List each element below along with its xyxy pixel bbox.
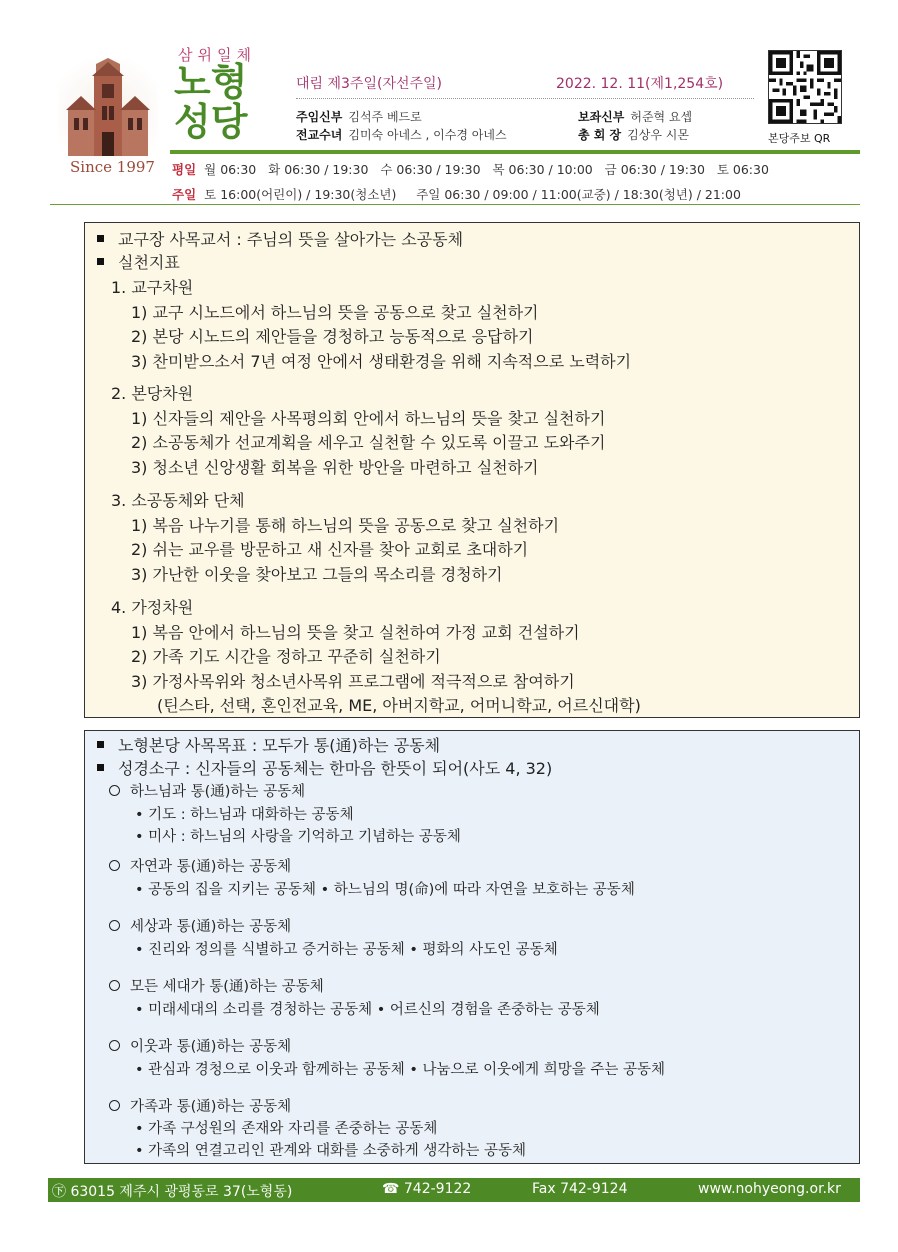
circle-bullet-icon — [109, 1040, 120, 1051]
list-item: 2) 본당 시노드의 제안들을 경청하고 능동적으로 응답하기 — [131, 327, 534, 346]
list-item: 3) 가난한 이웃을 찾아보고 그들의 목소리를 경청하기 — [131, 565, 503, 584]
divider — [296, 98, 754, 99]
footer-website-link[interactable]: www.nohyeong.or.kr — [698, 1181, 841, 1197]
list-item: 성경소구 : 신자들의 공동체는 한마음 한뜻이 되어(사도 4, 32) — [97, 756, 552, 779]
pastoral-goals-box — [84, 730, 860, 1164]
goal-item: • 미사 : 하느님의 사랑을 기억하고 기념하는 공동체 — [135, 829, 461, 845]
church-logo — [58, 58, 158, 160]
list-item: 1) 교구 시노드에서 하느님의 뜻을 공동으로 찾고 실천하기 — [131, 303, 539, 322]
list-item: 1) 복음 나누기를 통해 하느님의 뜻을 공동으로 찾고 실천하기 — [131, 516, 560, 535]
qr-label: 본당주보 QR — [768, 132, 831, 145]
goal-item: • 공동의 집을 지키는 공동체 • 하느님의 명(命)에 따라 자연을 보호하는 공동체 — [135, 882, 635, 898]
goal-heading: 세상과 통(通)하는 공동체 — [109, 915, 291, 936]
list-item: 2) 소공동체가 선교계획을 세우고 실천할 수 있도록 이끌고 도와주기 — [131, 433, 606, 452]
pastoral-letter-box — [84, 222, 860, 718]
section-heading: 2. 본당차원 — [111, 384, 194, 403]
weekday-times: 월 06:30 화 06:30 / 19:30 수 06:30 / 19:30 목 06:30 / 10:00 금 06:30 / 19:30 토 06:30 — [204, 162, 769, 177]
footer-bar — [48, 1178, 860, 1202]
qr-code-icon[interactable] — [768, 50, 842, 124]
list-item: 3) 청소년 신앙생활 회복을 위한 방안을 마련하고 실천하기 — [131, 458, 539, 477]
list-item: 3) 찬미받으소서 7년 여정 안에서 생태환경을 위해 지속적으로 노력하기 — [131, 352, 632, 371]
staff-name: 허준혁 요셉 — [630, 110, 693, 124]
goal-heading: 하느님과 통(通)하는 공동체 — [109, 780, 305, 801]
square-bullet-icon — [97, 764, 104, 771]
footer-address: ㊦ 63015 제주시 광평동로 37(노형동) — [52, 1184, 293, 1200]
list-item: 노형본당 사목목표 : 모두가 통(通)하는 공동체 — [97, 733, 440, 756]
list-item-note: (틴스타, 선택, 혼인전교육, ME, 아버지학교, 어머니학교, 어르신대학) — [157, 696, 641, 715]
staff-president — [578, 126, 689, 143]
staff-role: 보좌신부 — [578, 110, 625, 124]
section-heading: 3. 소공동체와 단체 — [111, 491, 245, 510]
staff-name: 김상우 시몬 — [627, 128, 689, 142]
header-rule — [170, 150, 860, 154]
list-item: 2) 쉬는 교우를 방문하고 새 신자를 찾아 교회로 초대하기 — [131, 540, 529, 559]
list-item: 실천지표 — [97, 250, 180, 273]
section-heading: 1. 교구차원 — [111, 278, 194, 297]
weekday-mass-times — [172, 160, 769, 178]
circle-bullet-icon — [109, 1100, 120, 1111]
sunday-times: 토 16:00(어린이) / 19:30(청소년) 주일 06:30 / 09:00 / 11:00(교중) / 18:30(청년) / 21:00 — [204, 187, 741, 202]
staff-role: 주임신부 — [296, 110, 343, 124]
staff-name: 김석주 베드로 — [348, 110, 422, 124]
list-item: 1) 복음 안에서 하느님의 뜻을 찾고 실천하여 가정 교회 건설하기 — [131, 623, 580, 642]
goal-heading: 가족과 통(通)하는 공동체 — [109, 1095, 291, 1116]
staff-pastor — [296, 108, 422, 125]
list-item: 1) 신자들의 제안을 사목평의회 안에서 하느님의 뜻을 찾고 실천하기 — [131, 409, 606, 428]
list-item: 3) 가정사목위와 청소년사목위 프로그램에 적극적으로 참여하기 — [131, 672, 575, 691]
header-bottom-rule — [50, 204, 860, 205]
staff-role: 전교수녀 — [296, 128, 343, 142]
staff-assistant — [578, 108, 692, 125]
circle-bullet-icon — [109, 980, 120, 991]
circle-bullet-icon — [109, 785, 120, 796]
goal-heading: 자연과 통(通)하는 공동체 — [109, 855, 291, 876]
goal-item: • 가족 구성원의 존재와 자리를 존중하는 공동체 — [135, 1121, 438, 1137]
sunday-mass-times — [172, 185, 741, 203]
staff-name: 김미숙 아네스 , 이수경 아네스 — [348, 128, 507, 142]
parish-subtitle: 삼위일체 — [178, 46, 256, 64]
square-bullet-icon — [97, 258, 104, 265]
footer-fax: Fax 742-9124 — [532, 1181, 628, 1197]
weekday-label: 평일 — [172, 162, 197, 177]
since-year: Since 1997 — [70, 158, 155, 176]
goal-item: • 관심과 경청으로 이웃과 함께하는 공동체 • 나눔으로 이웃에게 희망을 주는 공동체 — [135, 1062, 666, 1078]
parish-name-line2: 성당 — [174, 99, 248, 144]
list-item: 2) 가족 기도 시간을 정하고 꾸준히 실천하기 — [131, 647, 441, 666]
goal-heading: 이웃과 통(通)하는 공동체 — [109, 1035, 291, 1056]
goal-item: • 기도 : 하느님과 대화하는 공동체 — [135, 807, 354, 823]
goal-item: • 진리와 정의를 식별하고 증거하는 공동체 • 평화의 사도인 공동체 — [135, 942, 558, 958]
goal-item: • 미래세대의 소리를 경청하는 공동체 • 어르신의 경험을 존중하는 공동체 — [135, 1002, 600, 1018]
circle-bullet-icon — [109, 920, 120, 931]
goal-item: • 가족의 연결고리인 관계와 대화를 소중하게 생각하는 공동체 — [135, 1143, 526, 1159]
staff-sisters — [296, 126, 507, 143]
square-bullet-icon — [97, 741, 104, 748]
issue-date: 2022. 12. 11(제1,254호) — [556, 76, 724, 92]
parish-name-line1: 노형 — [174, 59, 248, 104]
square-bullet-icon — [97, 235, 104, 242]
goal-heading: 모든 세대가 통(通)하는 공동체 — [109, 975, 324, 996]
parish-name — [174, 59, 264, 144]
circle-bullet-icon — [109, 860, 120, 871]
section-heading: 4. 가정차원 — [111, 598, 194, 617]
list-item: 교구장 사목교서 : 주님의 뜻을 살아가는 소공동체 — [97, 227, 463, 250]
liturgical-week: 대림 제3주일(자선주일) — [296, 76, 442, 92]
sunday-label: 주일 — [172, 187, 197, 202]
footer-phone: ☎ 742-9122 — [382, 1181, 472, 1197]
staff-role: 총 회 장 — [578, 128, 622, 142]
